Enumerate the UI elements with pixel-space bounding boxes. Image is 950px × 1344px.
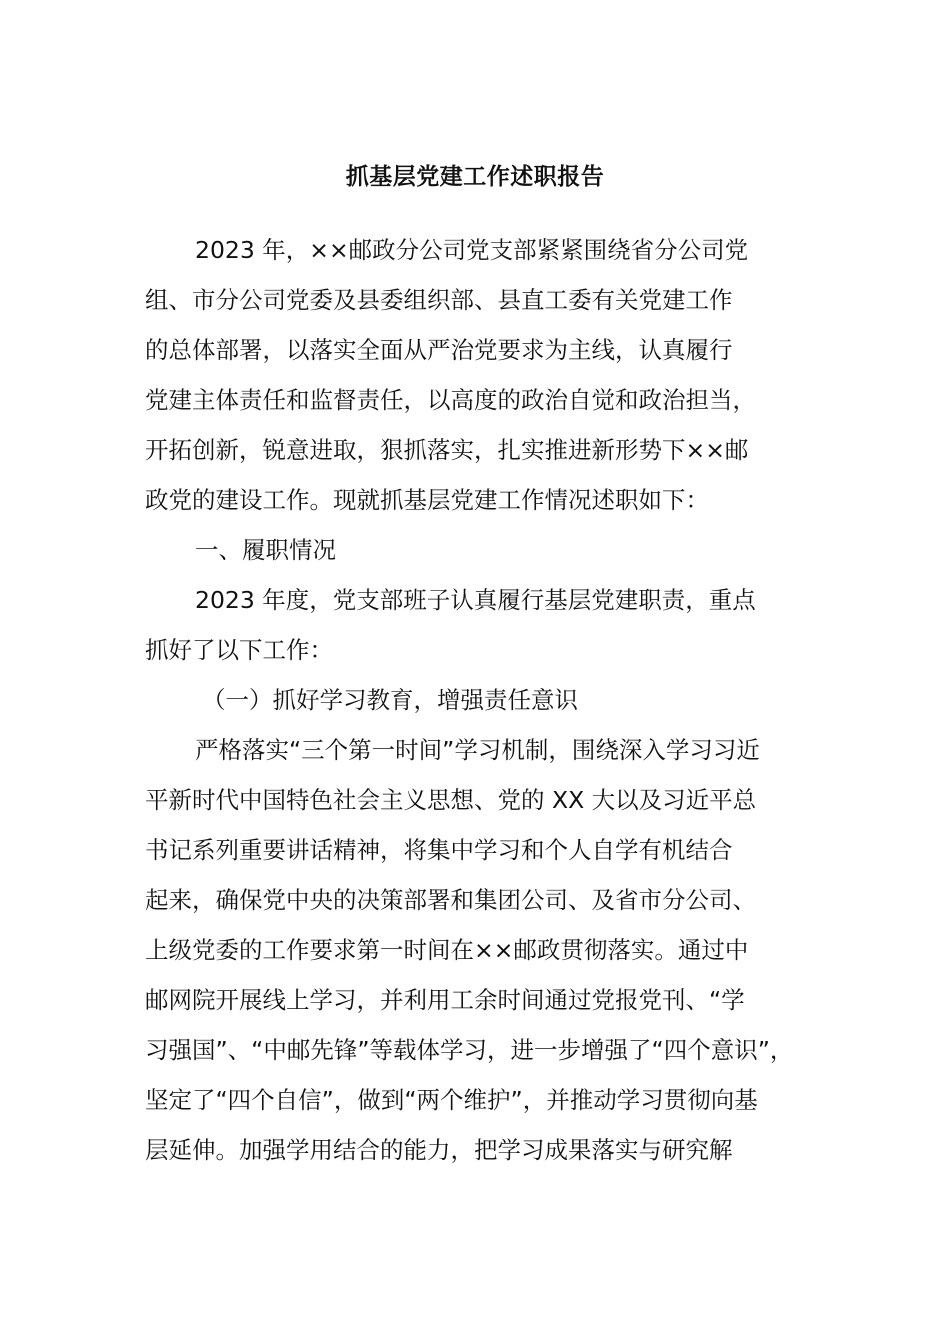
- paragraph-line: 层延伸。加强学用结合的能力，把学习成果落实与研究解: [145, 1136, 733, 1164]
- paragraph-line: 严格落实“三个第一时间”学习机制，围绕深入学习习近: [195, 736, 760, 764]
- paragraph-line: 2023 年度，党支部班子认真履行基层党建职责，重点: [195, 586, 756, 614]
- paragraph-line: 党建主体责任和监督责任，以高度的政治自觉和政治担当，: [145, 386, 756, 414]
- paragraph-line: 政党的建设工作。现就抓基层党建工作情况述职如下：: [145, 486, 709, 514]
- paragraph-line: 书记系列重要讲话精神，将集中学习和个人自学有机结合: [145, 836, 733, 864]
- paragraph-line: 起来，确保党中央的决策部署和集团公司、及省市分公司、: [145, 886, 756, 914]
- section-heading: 一、履职情况: [195, 536, 336, 564]
- paragraph-line: 习强国”、“中邮先锋”等载体学习，进一步增强了“四个意识”，: [145, 1036, 794, 1064]
- paragraph-line: 邮网院开展线上学习，并利用工余时间通过党报党刊、“学: [145, 986, 745, 1014]
- paragraph-line: 组、市分公司党委及县委组织部、县直工委有关党建工作: [145, 286, 733, 314]
- paragraph-line: 平新时代中国特色社会主义思想、党的 XX 大以及习近平总: [145, 786, 757, 814]
- paragraph-line: 的总体部署，以落实全面从严治党要求为主线，认真履行: [145, 336, 733, 364]
- paragraph-line: 坚定了“四个自信”，做到“两个维护”，并推动学习贯彻向基: [145, 1086, 758, 1114]
- paragraph-line: 开拓创新，锐意进取，狠抓落实，扎实推进新形势下××邮: [145, 436, 749, 464]
- subsection-heading: （一）抓好学习教育，增强责任意识: [202, 686, 578, 714]
- paragraph-line: 2023 年，××邮政分公司党支部紧紧围绕省分公司党: [195, 236, 749, 264]
- paragraph-line: 抓好了以下工作：: [145, 636, 333, 664]
- document-title: 抓基层党建工作述职报告: [345, 164, 605, 190]
- paragraph-line: 上级党委的工作要求第一时间在××邮政贯彻落实。通过中: [145, 936, 749, 964]
